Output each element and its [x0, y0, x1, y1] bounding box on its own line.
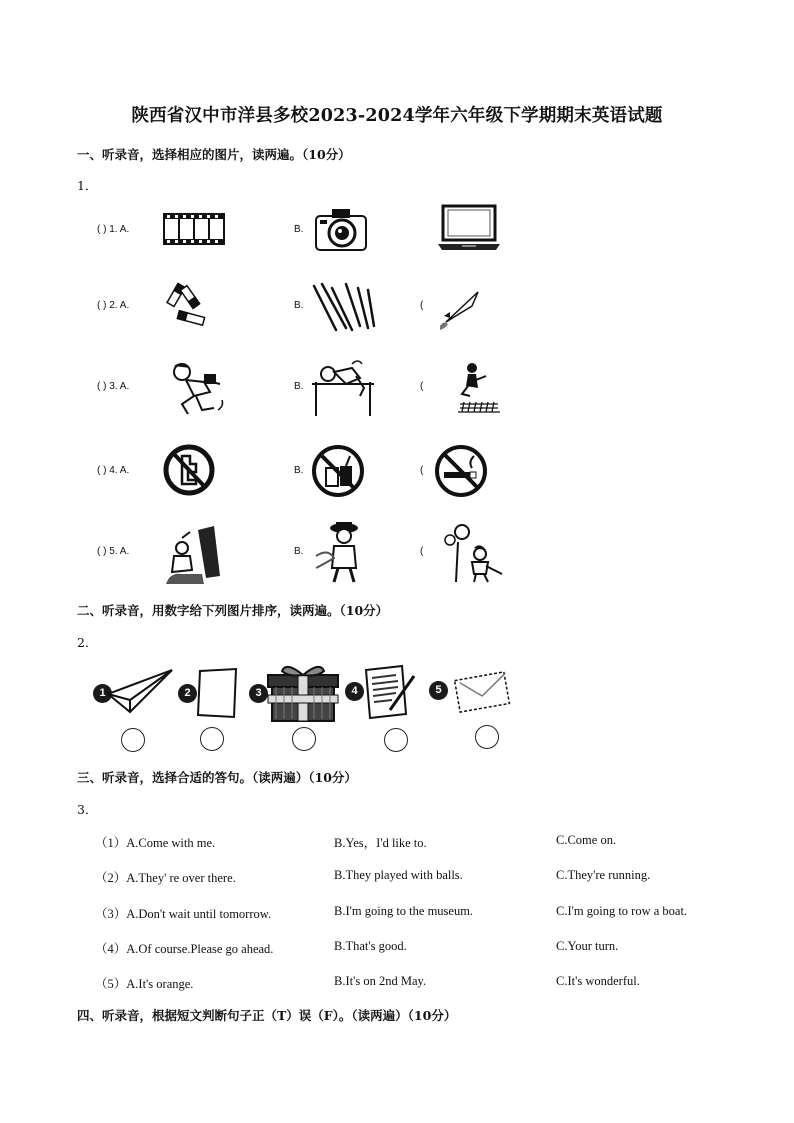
page-title: 陕西省汉中市洋县多校2023-2024学年六年级下学期期末英语试题 — [131, 106, 663, 126]
q3-5-option-a: （5）A.It's orange. — [95, 977, 194, 991]
q1-row2-c-label: ( — [420, 300, 424, 311]
answer-circle-5[interactable] — [475, 725, 499, 749]
q3-2-option-a: （2）A.They' re over there. — [95, 871, 236, 885]
q1-row3-c-label: ( — [420, 381, 424, 392]
laptop-icon — [436, 204, 502, 252]
section-4-heading: 四、听录音，根据短文判断句子正（T）误（F）。（读两遍）（10分） — [77, 1008, 457, 1023]
q1-row5-c-label: ( — [420, 546, 424, 557]
q3-1-option-c: C.Come on. — [556, 833, 617, 847]
paper-sheet-icon — [196, 667, 240, 719]
q3-2-option-b: B.They played with balls. — [334, 868, 463, 882]
q3-4-option-b: B.That's good. — [334, 939, 407, 953]
q1-row2-b-label: B. — [294, 300, 304, 311]
letter-writing-icon — [362, 664, 418, 720]
camping-icon — [162, 524, 224, 586]
farmer-icon — [314, 518, 370, 584]
film-strip-icon — [163, 212, 225, 246]
q1-row1-b-label: B. — [294, 224, 304, 235]
markers-icon — [158, 280, 214, 332]
q3-3-option-c: C.I'm going to row a boat. — [556, 904, 688, 918]
q1-row3-label: ( ) 3. A. — [97, 381, 130, 392]
question-1-number: 1． — [77, 178, 98, 193]
q3-4-option-a: （4）A.Of course.Please go ahead. — [95, 942, 274, 956]
q3-2-option-c: C.They're running. — [556, 868, 651, 882]
order-badge-3: 3 — [249, 684, 268, 703]
order-badge-5: 5 — [429, 681, 448, 700]
question-3-number: 3． — [77, 802, 98, 817]
camera-icon — [314, 206, 368, 252]
q1-row3-b-label: B. — [294, 381, 304, 392]
q1-row4-label: ( ) 4. A. — [97, 465, 130, 476]
envelope-icon — [454, 668, 512, 714]
q1-row2-label: ( ) 2. A. — [97, 300, 130, 311]
order-badge-2: 2 — [178, 684, 197, 703]
order-badge-1: 1 — [93, 684, 112, 703]
running-boy-icon — [164, 360, 228, 418]
q3-3-option-b: B.I'm going to the museum. — [334, 904, 474, 918]
q3-5-option-b: B.It's on 2nd May. — [334, 974, 427, 988]
high-jump-icon — [312, 358, 374, 416]
section-2-heading: 二、听录音，用数字给下列图片排序，读两遍。（10分） — [77, 603, 389, 618]
q1-row5-b-label: B. — [294, 546, 304, 557]
no-smoking-sign-icon — [434, 444, 488, 498]
answer-circle-1[interactable] — [121, 728, 145, 752]
no-swimming-sign-icon — [162, 444, 216, 496]
answer-circle-2[interactable] — [200, 727, 224, 751]
section-3-heading: 三、听录音，选择合适的答句。（读两遍）（10分） — [77, 770, 357, 785]
q3-4-option-c: C.Your turn. — [556, 939, 619, 953]
order-badge-4: 4 — [345, 682, 364, 701]
long-jump-icon — [456, 360, 502, 418]
q3-1-option-a: （1）A.Come with me. — [95, 836, 216, 850]
paper-plane-icon — [104, 666, 174, 716]
q3-5-option-c: C.It's wonderful. — [556, 974, 640, 988]
q3-3-option-a: （3）A.Don't wait until tomorrow. — [95, 907, 272, 921]
planting-tree-icon — [434, 522, 504, 586]
answer-circle-4[interactable] — [384, 728, 408, 752]
q1-row5-label: ( ) 5. A. — [97, 546, 130, 557]
q1-row4-c-label: ( — [420, 465, 424, 476]
no-drinks-sign-icon — [310, 444, 366, 498]
gift-box-icon — [266, 661, 340, 723]
q1-row4-b-label: B. — [294, 465, 304, 476]
rocket-icon — [436, 286, 486, 332]
q3-1-option-b: B.Yes，I'd like to. — [334, 836, 427, 850]
q1-row1-label: ( ) 1. A. — [97, 224, 130, 235]
pencils-icon — [310, 280, 378, 332]
answer-circle-3[interactable] — [292, 727, 316, 751]
question-2-number: 2． — [77, 635, 98, 650]
section-1-heading: 一、听录音，选择相应的图片，读两遍。（10分） — [77, 147, 351, 162]
